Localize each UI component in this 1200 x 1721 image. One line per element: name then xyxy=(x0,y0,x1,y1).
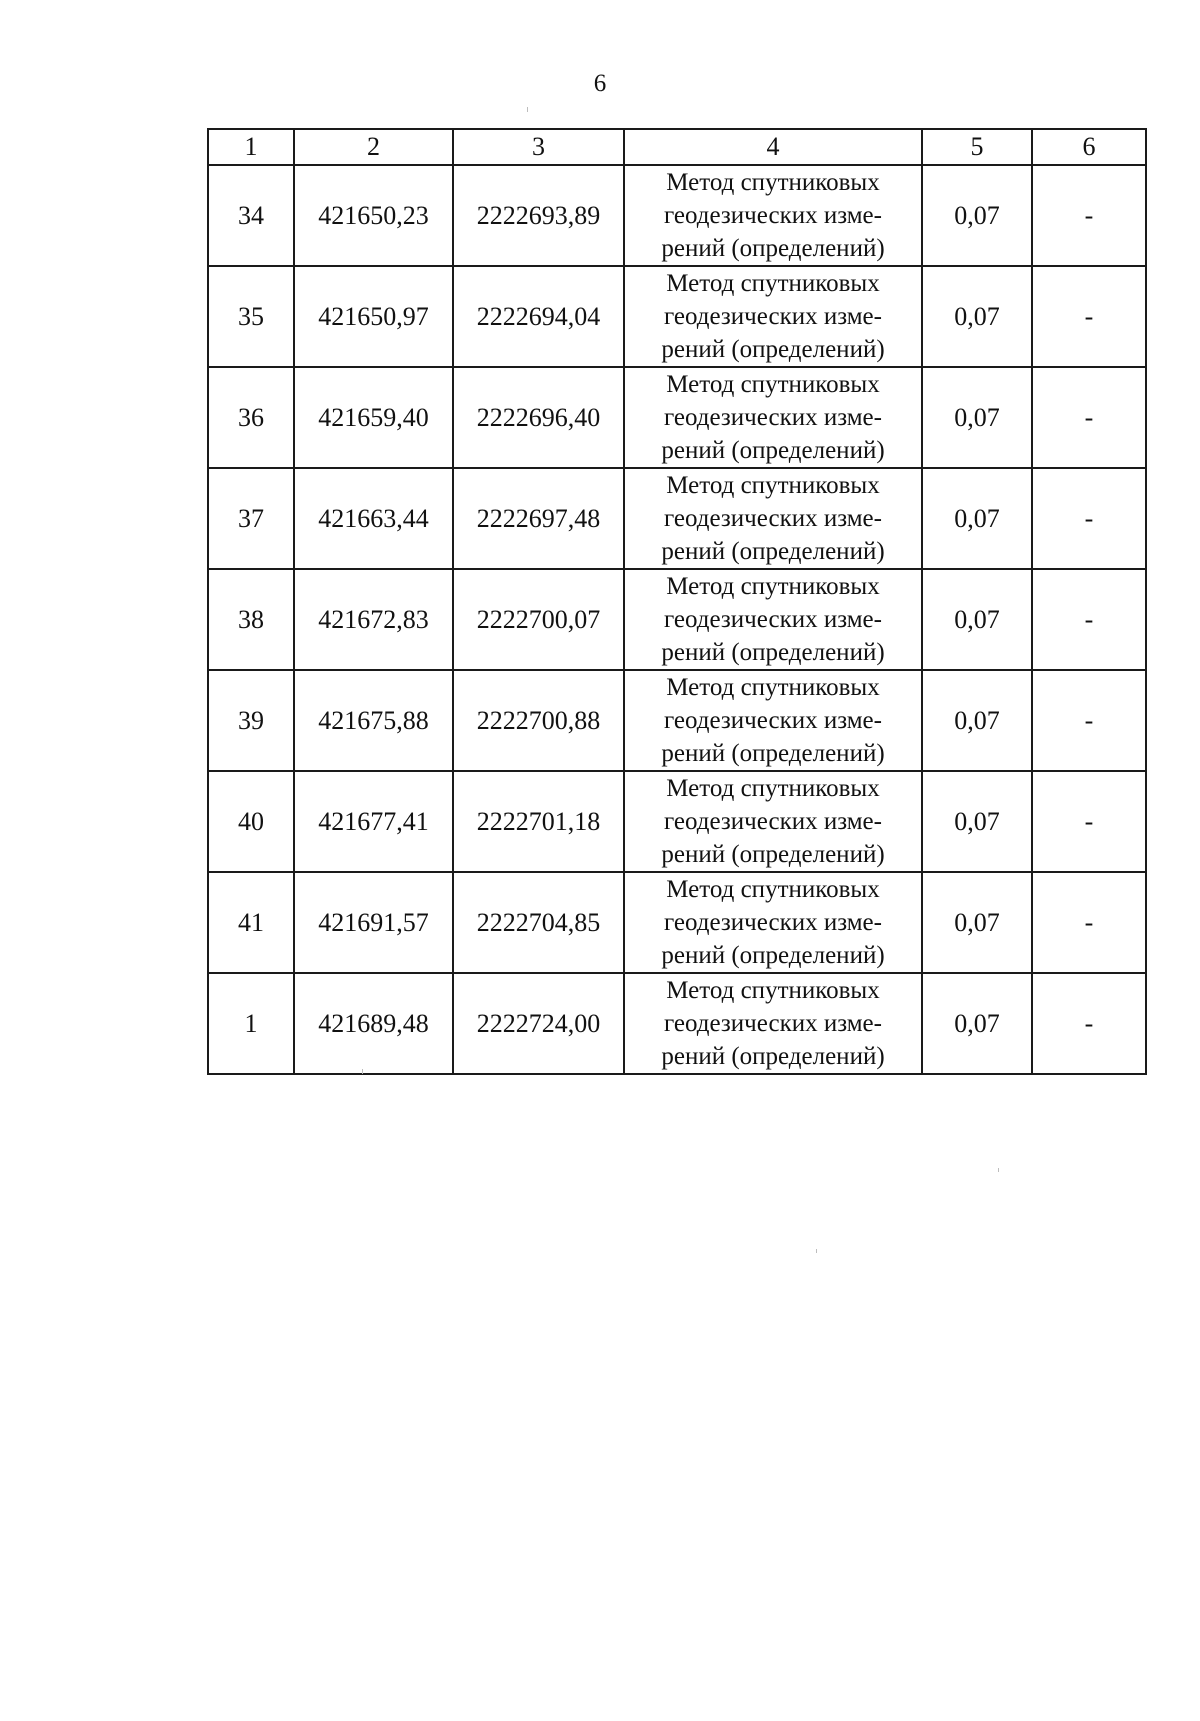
scan-speck xyxy=(362,1069,363,1074)
note-cell: - xyxy=(1032,569,1146,670)
y-coordinate-cell: 2222724,00 xyxy=(453,973,624,1074)
method-line: рений (определений) xyxy=(661,538,885,565)
table-row xyxy=(208,367,1146,468)
method-line: Метод спутниковых xyxy=(666,573,880,600)
method-line: Метод спутниковых xyxy=(666,876,880,903)
y-coordinate-cell: 2222697,48 xyxy=(453,468,624,569)
x-coordinate-cell: 421677,41 xyxy=(294,771,453,872)
method-line: Метод спутниковых xyxy=(666,371,880,398)
method-line: геодезических изме- xyxy=(664,404,882,431)
column-header: 4 xyxy=(624,129,922,165)
method-line: рений (определений) xyxy=(661,437,885,464)
y-coordinate-cell: 2222694,04 xyxy=(453,266,624,367)
table-row xyxy=(208,771,1146,872)
point-number-cell: 37 xyxy=(208,468,294,569)
accuracy-cell: 0,07 xyxy=(922,367,1032,468)
method-line: рений (определений) xyxy=(661,639,885,666)
table-row xyxy=(208,165,1146,266)
x-coordinate-cell: 421650,23 xyxy=(294,165,453,266)
y-coordinate-cell: 2222693,89 xyxy=(453,165,624,266)
column-header: 3 xyxy=(453,129,624,165)
table-row xyxy=(208,569,1146,670)
method-line: рений (определений) xyxy=(661,841,885,868)
method-line: Метод спутниковых xyxy=(666,472,880,499)
accuracy-cell: 0,07 xyxy=(922,670,1032,771)
method-line: геодезических изме- xyxy=(664,505,882,532)
note-cell: - xyxy=(1032,973,1146,1074)
method-line: Метод спутниковых xyxy=(666,977,880,1004)
column-header: 6 xyxy=(1032,129,1146,165)
point-number-cell: 40 xyxy=(208,771,294,872)
table-row xyxy=(208,670,1146,771)
method-line: геодезических изме- xyxy=(664,808,882,835)
point-number-cell: 36 xyxy=(208,367,294,468)
point-number-cell: 39 xyxy=(208,670,294,771)
note-cell: - xyxy=(1032,670,1146,771)
y-coordinate-cell: 2222700,88 xyxy=(453,670,624,771)
method-line: геодезических изме- xyxy=(664,202,882,229)
column-header: 5 xyxy=(922,129,1032,165)
accuracy-cell: 0,07 xyxy=(922,165,1032,266)
table-header-row xyxy=(208,129,1146,165)
method-line: Метод спутниковых xyxy=(666,169,880,196)
accuracy-cell: 0,07 xyxy=(922,266,1032,367)
method-line: Метод спутниковых xyxy=(666,674,880,701)
method-line: Метод спутниковых xyxy=(666,775,880,802)
method-line: геодезических изме- xyxy=(664,707,882,734)
y-coordinate-cell: 2222696,40 xyxy=(453,367,624,468)
method-cell xyxy=(624,771,922,872)
method-cell xyxy=(624,468,922,569)
method-line: геодезических изме- xyxy=(664,303,882,330)
table-row xyxy=(208,266,1146,367)
note-cell: - xyxy=(1032,771,1146,872)
x-coordinate-cell: 421691,57 xyxy=(294,872,453,973)
coordinates-table xyxy=(207,128,1147,1075)
point-number-cell: 38 xyxy=(208,569,294,670)
scan-speck xyxy=(527,107,528,112)
y-coordinate-cell: 2222701,18 xyxy=(453,771,624,872)
method-cell xyxy=(624,367,922,468)
accuracy-cell: 0,07 xyxy=(922,771,1032,872)
method-line: геодезических изме- xyxy=(664,606,882,633)
point-number-cell: 34 xyxy=(208,165,294,266)
x-coordinate-cell: 421689,48 xyxy=(294,973,453,1074)
point-number-cell: 1 xyxy=(208,973,294,1074)
method-cell xyxy=(624,973,922,1074)
note-cell: - xyxy=(1032,468,1146,569)
table-row xyxy=(208,872,1146,973)
accuracy-cell: 0,07 xyxy=(922,973,1032,1074)
scan-speck xyxy=(998,1168,999,1172)
note-cell: - xyxy=(1032,165,1146,266)
accuracy-cell: 0,07 xyxy=(922,569,1032,670)
column-header: 1 xyxy=(208,129,294,165)
note-cell: - xyxy=(1032,872,1146,973)
x-coordinate-cell: 421663,44 xyxy=(294,468,453,569)
table-row xyxy=(208,468,1146,569)
method-cell xyxy=(624,670,922,771)
method-cell xyxy=(624,569,922,670)
method-line: рений (определений) xyxy=(661,336,885,363)
method-line: рений (определений) xyxy=(661,1043,885,1070)
column-header: 2 xyxy=(294,129,453,165)
accuracy-cell: 0,07 xyxy=(922,872,1032,973)
note-cell: - xyxy=(1032,266,1146,367)
method-line: Метод спутниковых xyxy=(666,270,880,297)
method-cell xyxy=(624,266,922,367)
y-coordinate-cell: 2222704,85 xyxy=(453,872,624,973)
scan-speck xyxy=(816,1249,817,1253)
method-line: рений (определений) xyxy=(661,235,885,262)
x-coordinate-cell: 421650,97 xyxy=(294,266,453,367)
method-cell xyxy=(624,165,922,266)
table-row xyxy=(208,973,1146,1074)
method-line: геодезических изме- xyxy=(664,909,882,936)
method-line: геодезических изме- xyxy=(664,1010,882,1037)
point-number-cell: 35 xyxy=(208,266,294,367)
note-cell: - xyxy=(1032,367,1146,468)
page-number: 6 xyxy=(593,70,607,97)
x-coordinate-cell: 421672,83 xyxy=(294,569,453,670)
point-number-cell: 41 xyxy=(208,872,294,973)
method-cell xyxy=(624,872,922,973)
method-line: рений (определений) xyxy=(661,740,885,767)
x-coordinate-cell: 421659,40 xyxy=(294,367,453,468)
method-line: рений (определений) xyxy=(661,942,885,969)
y-coordinate-cell: 2222700,07 xyxy=(453,569,624,670)
accuracy-cell: 0,07 xyxy=(922,468,1032,569)
x-coordinate-cell: 421675,88 xyxy=(294,670,453,771)
